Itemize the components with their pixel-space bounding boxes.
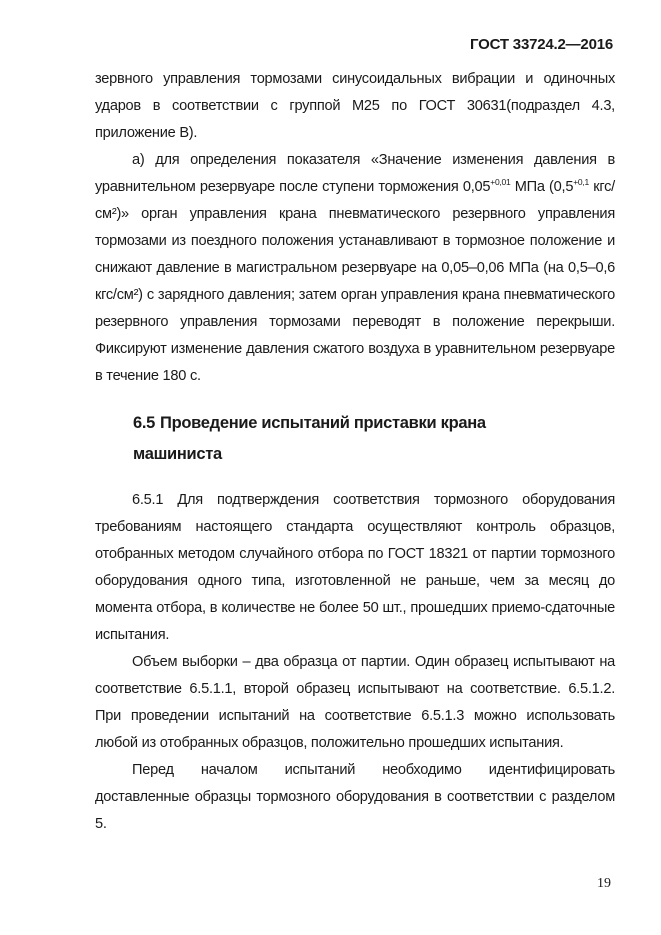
- document-header: ГОСТ 33724.2—2016: [470, 36, 613, 53]
- tolerance-superscript: +0,01: [490, 177, 511, 187]
- section-number: 6.5: [133, 414, 156, 432]
- paragraph-identification: Перед началом испытаний необходимо идентифицировать доставленные образцы тормозного оборудования в соответствии с разделом 5.: [95, 762, 615, 832]
- section-heading: [133, 408, 573, 470]
- page-number: 19: [597, 876, 611, 891]
- paragraph-text: МПа (0,5: [510, 179, 574, 195]
- paragraph-6-5-1: 6.5.1 Для подтверждения соответствия тормозного оборудования требованиям настоящего стандарта осуществляют контроль образцов, отобранных методом случайного отбора по ГОСТ 18321 от партии тормозного оборудования одного типа, изготовленной не раньше, чем за месяц до момента отбора, в количестве не более 50 шт., прошедших приемо-сдаточные испытания.: [95, 492, 615, 643]
- tolerance-superscript: +0,1: [573, 177, 589, 187]
- text-block-bottom: [95, 487, 615, 838]
- section-title: Проведение испытаний приставки крана машиниста: [133, 414, 486, 463]
- paragraph-continuation: зервного управления тормозами синусоидальных вибрации и одиночных ударов в соответствии с группой М25 по ГОСТ 30631(подраздел 4.3, приложение В).: [95, 71, 615, 141]
- text-block-top: [95, 66, 615, 390]
- paragraph-text: а) для определения показателя «Значение изменения давления в уравнительном резервуаре после ступени торможения 0,05: [95, 152, 615, 195]
- paragraph-sample-size: Объем выборки – два образца от партии. Один образец испытывают на соответствие 6.5.1.1, второй образец испытывают на соответствие. 6.5.1.2. При проведении испытаний на соответствие 6.5.1.3 можно использовать любой из отобранных образцов, положительно прошедших испытания.: [95, 654, 615, 751]
- paragraph-item-a: [95, 147, 615, 390]
- paragraph-text: кгс/см²)» орган управления крана пневматического резервного управления тормозами из поездного положения устанавливают в тормозное положение и снижают давление в магистральном резервуаре на 0,05–0,06 МПа (на 0,5–0,6 кгс/см²) с зарядного давления; затем орган управления крана пневматического резервного управления тормозами переводят в положение перекрыши. Фиксируют изменение давления сжатого воздуха в уравнительном резервуаре в течение 180 с.: [95, 179, 615, 384]
